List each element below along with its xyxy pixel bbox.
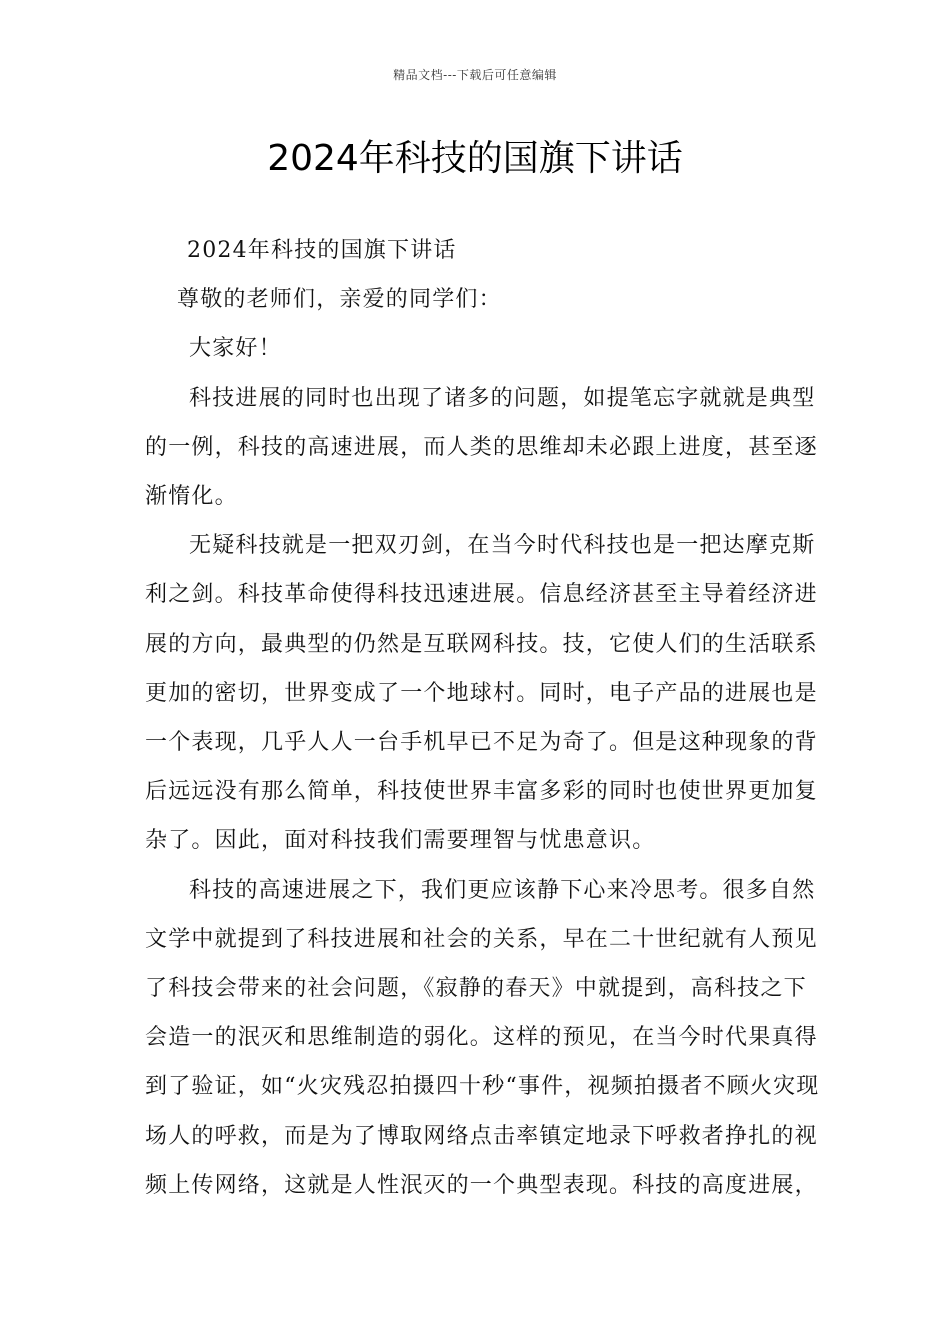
- document-body: [145, 226, 825, 1210]
- greeting: 大家好！: [189, 336, 282, 362]
- document-title: 2024年科技的国旗下讲话: [267, 138, 683, 179]
- document-subtitle: 2024年科技的国旗下讲话: [187, 238, 457, 263]
- header-note: 精品文档---下载后可任意编辑: [393, 68, 557, 82]
- paragraph: 科技的高速进展之下，我们更应该静下心来冷思考。很多自然文学中就提到了科技进展和社会的关系，早在二十世纪就有人预见了科技会带来的社会问题，《寂静的春天》中就提到，高科技之下会造一的泯灭和思维制造的弱化。这样的预见，在当今时代果真得到了验证，如“火灾残忍拍摄四十秒“事件，视频拍摄者不顾火灾现场人的呼救，而是为了博取网络点击率镇定地录下呼救者挣扎的视频上传网络，这就是人性泯灭的一个典型表现。科技的高度进展，: [145, 877, 820, 1198]
- paragraph: 无疑科技就是一把双刃剑，在当今时代科技也是一把达摩克斯利之剑。科技革命使得科技迅速进展。信息经济甚至主导着经济进展的方向，最典型的仍然是互联网科技。技，它使人们的生活联系更加的密切，世界变成了一个地球村。同时，电子产品的进展也是一个表现，几乎人人一台手机早已不足为奇了。但是这种现象的背后远远没有那么简单，科技使世界丰富多彩的同时也使世界更加复杂了。因此，面对科技我们需要理智与忧患意识。: [145, 533, 818, 854]
- salutation: 尊敬的老师们，亲爱的同学们：: [177, 287, 502, 313]
- paragraph: 科技进展的同时也出现了诸多的问题，如提笔忘字就就是典型的一例，科技的高速进展，而人类的思维却未必跟上进度，甚至逐渐惰化。: [145, 385, 818, 510]
